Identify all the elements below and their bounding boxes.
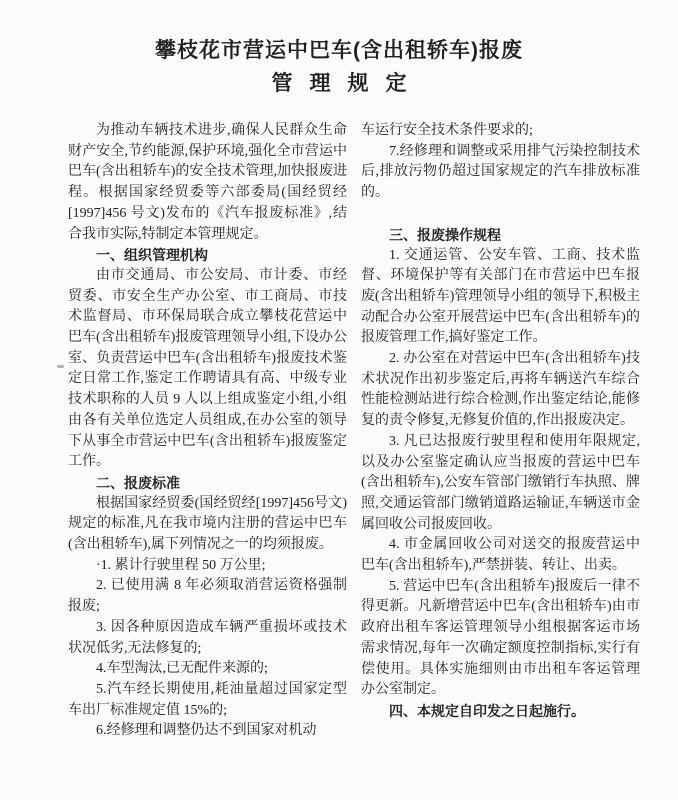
paragraph: 4.车型淘汰,已无配件来源的; bbox=[96, 661, 268, 677]
paragraph: 3. 凡已达报废行驶里程和使用年限规定,以及办公室鉴定确认应当报废的营运中巴车(含出租轿车),公安车管部门缴销行车执照、牌照,交通运管部门缴销道路运输证,车辆送市金属回收公司报废回收。 bbox=[361, 433, 640, 532]
paragraph: 7.经修理和调整或采用排气污染控制技术后,排放污物仍超过国家规定的汽车排放标准的。 bbox=[361, 143, 640, 201]
document-title-line2 bbox=[0, 71, 678, 97]
document-title-line1: 攀枝花市营运中巴车(含出租轿车)报废 bbox=[155, 39, 523, 62]
left-column bbox=[68, 121, 347, 742]
paragraph: 2. 办公室在对营运中巴车(含出租轿车)技术状况作出初步鉴定后,再将车辆送汽车综合性能检测站进行综合检测,作出鉴定结论,能修复的责令修复,无修复价值的,作出报废决定。 bbox=[361, 351, 640, 429]
paragraph: 由市交通局、市公安局、市计委、市经贸委、市安全生产办公室、市工商局、市技术监督局、市环保局联合成立攀枝花营运中巴车(含出租轿车)报废管理领导小组,下设办公室、负责营运中巴车(含出租轿车)报废技术鉴定日常工作,鉴定工作聘请具有高、中级专业技术职称的人员 9 人以上组成鉴定小组,小组由各有关单位选定人员组成,在办公室的领导下从事全市营运中巴车(含出租轿车)报废鉴定工作。 bbox=[68, 267, 347, 470]
paragraph: 4. 市金属回收公司对送交的报废营运中巴车(含出租轿车),严禁拼装、转让、出卖。 bbox=[361, 537, 640, 574]
two-column-body bbox=[0, 121, 678, 742]
paragraph: 6.经修理和调整仍达不到国家对机动 bbox=[96, 723, 317, 739]
section-heading: 三、报废操作规程 bbox=[389, 226, 501, 243]
document-header bbox=[0, 0, 678, 97]
paragraph: 1. 交通运管、公安车管、工商、技术监督、环境保护等有关部门在市营运中巴车报废(含出租轿车)管理领导小组的领导下,积极主动配合办公室开展营运中巴车(含出租轿车)的报废管理工作,搞好鉴定工作。 bbox=[361, 247, 640, 346]
paragraph: 5. 营运中巴车(含出租轿车)报废后一律不得更新。凡新增营运中巴车(含出租轿车)由市政府出租车客运管理领导小组根据客运市场需求情况,每年一次确定额度控制指标,实行有偿使用。具体实施细则由市出租车客运管理办公室制定。 bbox=[361, 578, 640, 698]
section-heading: 一、组织管理机构 bbox=[96, 247, 208, 264]
paragraph: ·1. 累计行驶里程 50 万公里; bbox=[96, 557, 266, 573]
paragraph: 为推动车辆技术进步,确保人民群众生命财产安全,节约能源,保护环境,强化全市营运中巴车(含出租轿车)的安全技术管理,加快报废进程。根据国家经贸委等六部委局(国经贸经[1997]456 号文)发布的《汽车报废标准》,结合我市实际,特制定本管理规定。 bbox=[68, 123, 347, 242]
paragraph: 5.汽车经长期使用,耗油量超过国家定型车出厂标准规定值 15%的; bbox=[68, 681, 347, 718]
section-heading: 二、报废标准 bbox=[96, 474, 180, 491]
section-heading: 四、本规定自印发之日起施行。 bbox=[389, 702, 585, 719]
scan-artifact-speck bbox=[57, 365, 64, 368]
paragraph: 根据国家经贸委(国经贸经[1997]456号文)规定的标准,凡在我市境内注册的营运中巴车(含出租轿车),属下列情况之一的均须报废。 bbox=[68, 495, 347, 553]
paragraph-continuation: 车运行安全技术条件要求的; bbox=[361, 123, 533, 138]
paragraph: 3. 因各种原因造成车辆严重损坏或技术状况低劣,无法修复的; bbox=[68, 619, 347, 656]
right-column bbox=[361, 121, 640, 742]
paragraph: 2. 已使用满 8 年必须取消营运资格强制报废; bbox=[68, 578, 347, 615]
document-title-line2-text: 管理规定 bbox=[271, 72, 424, 95]
